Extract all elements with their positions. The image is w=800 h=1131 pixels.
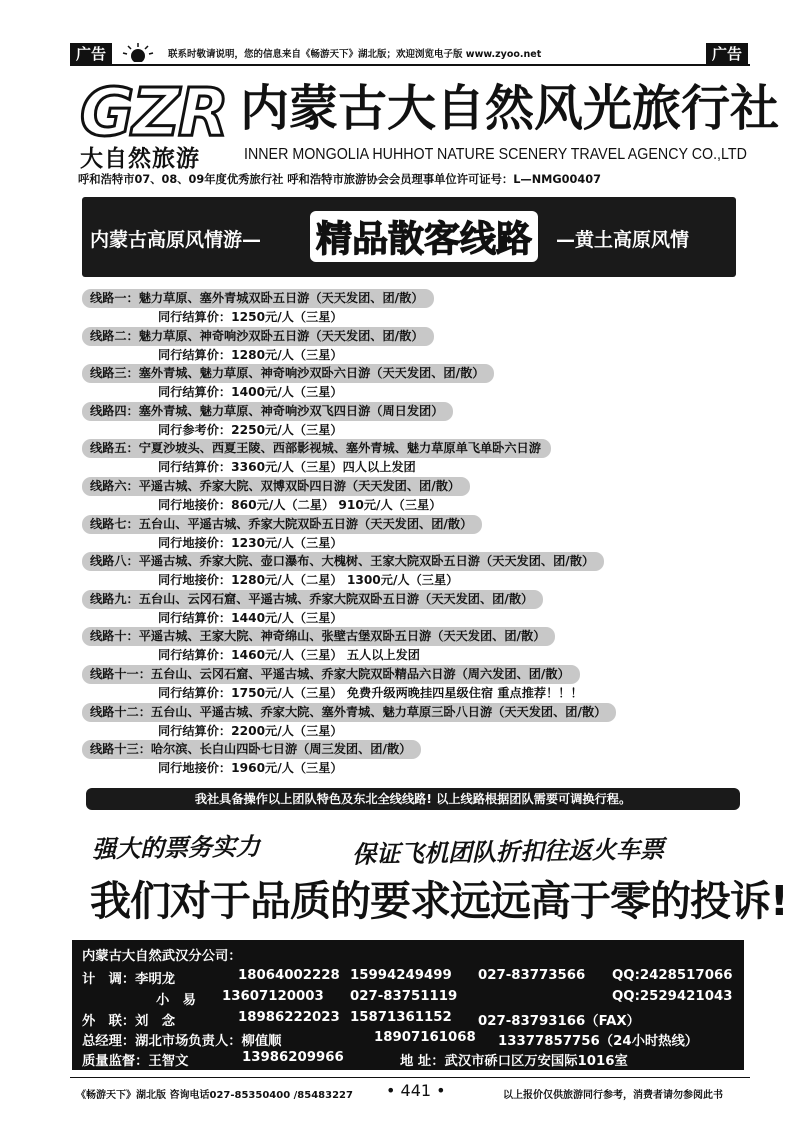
footer-divider bbox=[70, 1077, 750, 1078]
footer-disclaimer: 以上报价仅供旅游同行参考，消费者请勿参阅此书 bbox=[503, 1090, 723, 1101]
route-name: 线路十三：哈尔滨、长白山四卧七日游（周三发团、团/散） bbox=[82, 740, 421, 759]
branch-address: 地 址：武汉市硚口区万安国际1016室 bbox=[400, 1054, 628, 1069]
contact-phone: 13986209966 bbox=[242, 1050, 344, 1065]
branch-contact-box bbox=[72, 940, 744, 1070]
route-name: 线路二：魅力草原、神奇响沙双卧五日游（天天发团、团/散） bbox=[82, 327, 434, 346]
route-item bbox=[82, 627, 742, 665]
slogan-quality: 我们对于品质的要求远远高于零的投诉! bbox=[90, 877, 788, 925]
route-price: 同行结算价：1750元/人（三星） 免费升级两晚挂四星级住宿 重点推荐！！！ bbox=[158, 685, 583, 700]
agency-logo-subtitle: 大自然旅游 bbox=[80, 146, 200, 172]
route-name: 线路八：平遥古城、乔家大院、壶口瀑布、大槐树、王家大院双卧五日游（天天发团、团/散） bbox=[82, 552, 604, 571]
contact-fax: 027-83793166（FAX） bbox=[478, 1014, 640, 1029]
route-name: 线路十一：五台山、云冈石窟、平遥古城、乔家大院双卧精品六日游（周六发团、团/散） bbox=[82, 665, 580, 684]
contact-tel: 027-83751119 bbox=[350, 989, 458, 1004]
notice-bar: 我社具备操作以上团队特色及东北全线线路! 以上线路根据团队需要可调换行程。 bbox=[86, 788, 740, 810]
contact-role: 计 调：李明龙 bbox=[82, 972, 176, 987]
route-name: 线路七：五台山、平遥古城、乔家大院双卧五日游（天天发团、团/散） bbox=[82, 515, 482, 534]
agency-name-en: INNER MONGOLIA HUHHOT NATURE SCENERY TRAVEL AGENCY CO.,LTD bbox=[244, 146, 747, 163]
route-name: 线路一：魅力草原、塞外青城双卧五日游（天天发团、团/散） bbox=[82, 289, 434, 308]
route-name: 线路九：五台山、云冈石窟、平遥古城、乔家大院双卧五日游（天天发团、团/散） bbox=[82, 590, 543, 609]
route-price: 同行地接价：860元/人（二星） 910元/人（三星） bbox=[158, 497, 442, 512]
headline-right: —黄土高原风情 bbox=[556, 229, 690, 251]
slogan-discount: 保证飞机团队折扣往返火车票 bbox=[351, 835, 665, 869]
route-name: 线路十：平遥古城、王家大院、神奇绵山、张壁古堡双卧五日游（天天发团、团/散） bbox=[82, 627, 555, 646]
agency-license: 呼和浩特市07、08、09年度优秀旅行社 呼和浩特市旅游协会会员理事单位许可证号：L—NMG00407 bbox=[78, 173, 601, 186]
route-price: 同行地接价：1960元/人（三星） bbox=[158, 761, 343, 776]
route-price: 同行结算价：3360元/人（三星）四人以上发团 bbox=[158, 460, 416, 475]
route-list bbox=[82, 289, 742, 778]
route-name: 线路六：平遥古城、乔家大院、双博双卧四日游（天天发团、团/散） bbox=[82, 477, 470, 496]
route-price: 同行结算价：1440元/人（三星） bbox=[158, 610, 343, 625]
route-item bbox=[82, 439, 742, 477]
slogan-ticketing: 强大的票务实力 bbox=[91, 832, 261, 864]
agency-logo: GZR bbox=[80, 74, 227, 151]
route-item bbox=[82, 590, 742, 628]
route-price: 同行地接价：1280元/人（二星） 1300元/人（三星） bbox=[158, 573, 459, 588]
route-name: 线路三：塞外青城、魅力草原、神奇响沙双卧六日游（天天发团、团/散） bbox=[82, 364, 494, 383]
route-name: 线路四：塞外青城、魅力草原、神奇响沙双飞四日游（周日发团） bbox=[82, 402, 453, 421]
route-price: 同行参考价：2250元/人（三星） bbox=[158, 422, 343, 437]
contact-phone: 15871361152 bbox=[350, 1010, 452, 1025]
contact-phone: 15994249499 bbox=[350, 968, 452, 983]
contact-role: 小 易 bbox=[156, 993, 196, 1008]
route-price: 同行结算价：1250元/人（三星） bbox=[158, 310, 343, 324]
route-item bbox=[82, 402, 742, 440]
route-price: 同行结算价：1460元/人（三星） 五人以上发团 bbox=[158, 648, 420, 663]
contact-qq: QQ:2428517066 bbox=[612, 968, 733, 983]
route-price: 同行结算价：2200元/人（三星） bbox=[158, 723, 343, 738]
contact-qq: QQ:2529421043 bbox=[612, 989, 733, 1004]
footer-publication: 《畅游天下》湖北版 咨询电话027-85350400 /85483227 bbox=[76, 1090, 353, 1101]
ad-label-left: 广告 bbox=[70, 43, 112, 65]
route-name: 线路十二：五台山、平遥古城、乔家大院、塞外青城、魅力草原三卧八日游（天天发团、团/散） bbox=[82, 703, 616, 722]
route-item bbox=[82, 703, 742, 741]
contact-tel: 027-83773566 bbox=[478, 968, 586, 983]
contact-note: 联系时敬请说明，您的信息来自《畅游天下》湖北版；欢迎浏览电子版 www.zyoo.net bbox=[168, 49, 542, 60]
contact-role: 外 联：刘 念 bbox=[82, 1014, 176, 1029]
contact-role: 质量监督：王智文 bbox=[82, 1054, 189, 1069]
contact-hotline: 13377857756（24小时热线） bbox=[498, 1034, 699, 1049]
route-price: 同行地接价：1230元/人（三星） bbox=[158, 535, 343, 550]
route-item bbox=[82, 477, 742, 515]
contact-phone: 18907161068 bbox=[374, 1030, 476, 1045]
route-price: 同行结算价：1400元/人（三星） bbox=[158, 385, 343, 400]
sun-logo-icon bbox=[120, 42, 156, 62]
route-item bbox=[82, 515, 742, 553]
contact-phone: 13607120003 bbox=[222, 989, 324, 1004]
route-price: 同行结算价：1280元/人（三星） bbox=[158, 347, 343, 362]
route-item bbox=[82, 289, 742, 327]
route-item bbox=[82, 552, 742, 590]
route-item bbox=[82, 327, 742, 365]
page-number: • 441 • bbox=[386, 1081, 446, 1100]
contact-phone: 18064002228 bbox=[238, 968, 340, 983]
branch-title: 内蒙古大自然武汉分公司： bbox=[82, 949, 242, 964]
agency-name-cn: 内蒙古大自然风光旅行社 bbox=[240, 79, 780, 137]
route-name: 线路五：宁夏沙坡头、西夏王陵、西部影视城、塞外青城、魅力草原单飞单卧六日游 bbox=[82, 439, 551, 458]
top-divider bbox=[70, 64, 750, 66]
contact-phone: 18986222023 bbox=[238, 1010, 340, 1025]
headline-banner bbox=[82, 197, 736, 277]
headline-middle: 精品散客线路 bbox=[310, 211, 538, 262]
route-item bbox=[82, 740, 742, 778]
ad-label-right: 广告 bbox=[706, 43, 748, 65]
route-item bbox=[82, 364, 742, 402]
headline-left: 内蒙古高原风情游— bbox=[90, 229, 262, 251]
contact-role: 总经理：湖北市场负责人：柳值顺 bbox=[82, 1034, 282, 1049]
route-item bbox=[82, 665, 742, 703]
